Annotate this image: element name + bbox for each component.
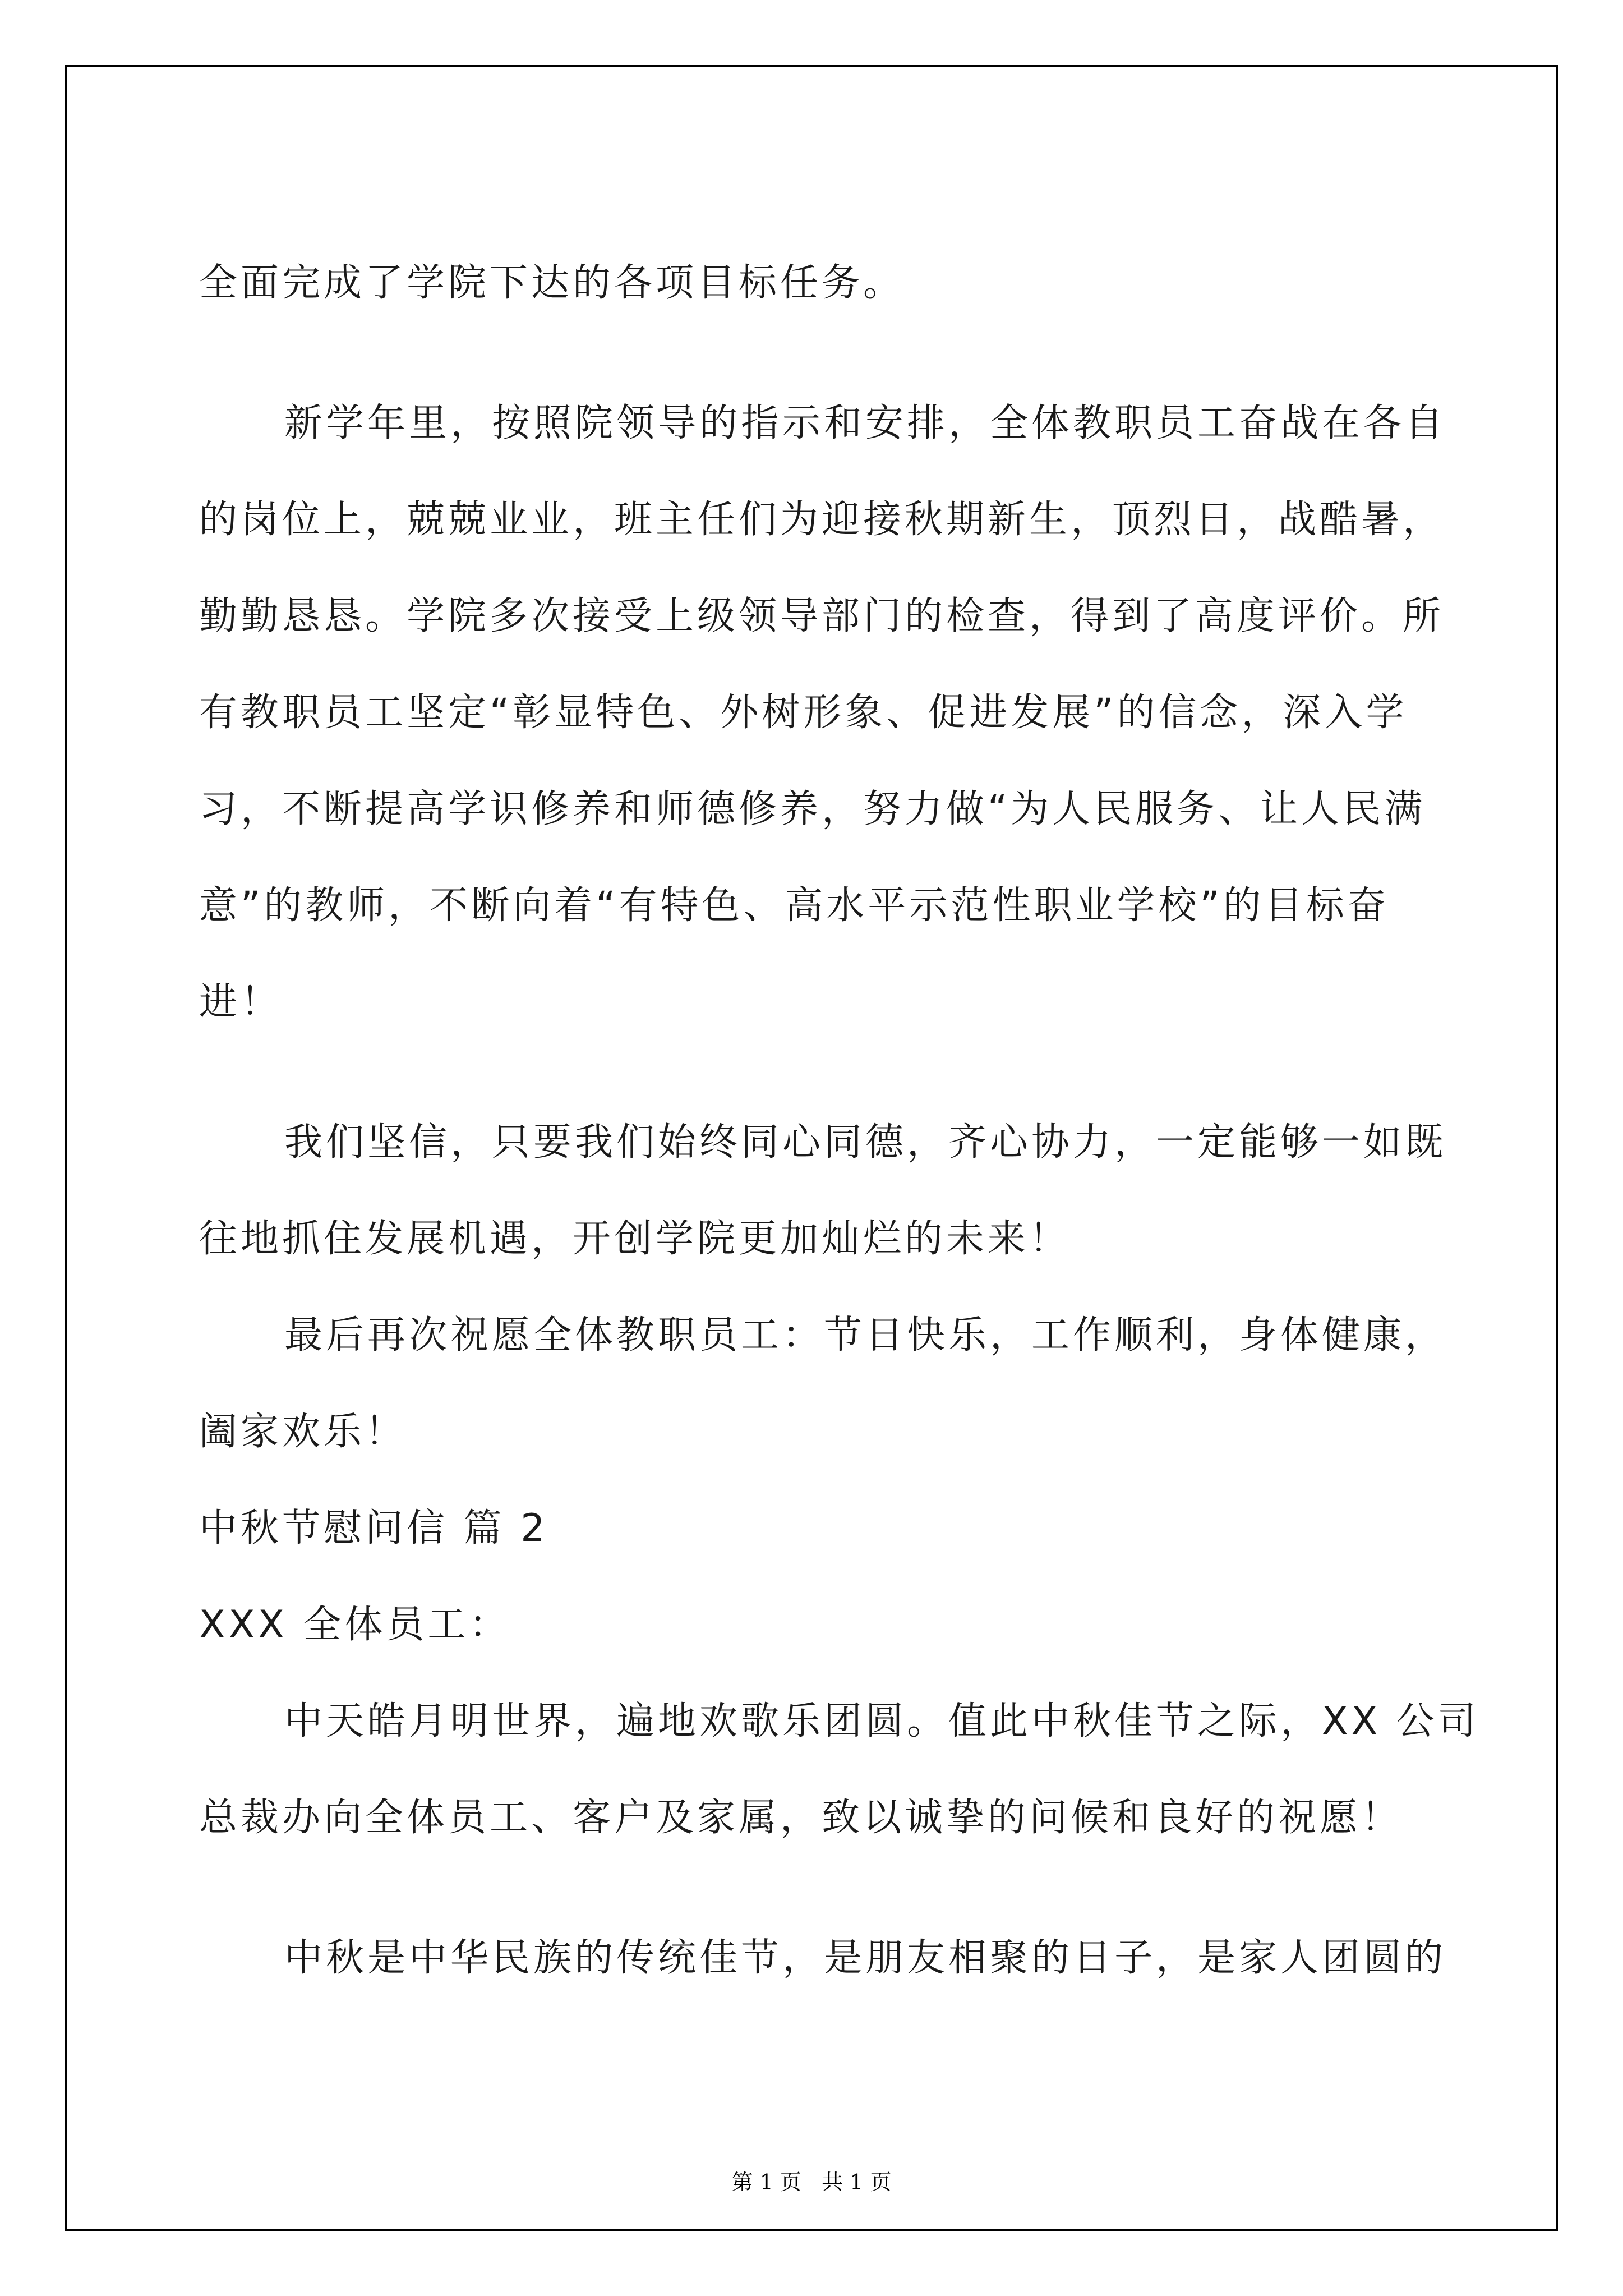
paragraph-start-line: 最后再次祝愿全体教职员工：节日快乐，工作顺利，身体健康，	[284, 1313, 1447, 1358]
paragraph-start-line: 我们坚信，只要我们始终同心同德，齐心协力，一定能够一如既	[284, 1120, 1447, 1165]
paragraph-start-line: 中天皓月明世界，遍地欢歌乐团圆。值此中秋佳节之际，XX 公司	[284, 1699, 1479, 1743]
section-heading: 中秋节慰问信 篇 2	[199, 1506, 548, 1550]
salutation-line: XXX 全体员工：	[199, 1603, 511, 1647]
text-line: 阖家欢乐！	[199, 1410, 407, 1454]
text-line: 有教职员工坚定“彰显特色、外树形象、促进发展”的信念，深入学	[199, 691, 1408, 735]
page-footer: 第 1 页 共 1 页	[731, 2170, 892, 2194]
text-line: 总裁办向全体员工、客户及家属，致以诚挚的问候和良好的祝愿！	[199, 1796, 1403, 1840]
text-line: 全面完成了学院下达的各项目标任务。	[199, 261, 905, 305]
document-page	[65, 65, 1558, 2231]
paragraph-start-line: 中秋是中华民族的传统佳节，是朋友相聚的日子，是家人团圆的	[284, 1936, 1447, 1980]
document-body	[67, 67, 1556, 2229]
text-line: 往地抓住发展机遇，开创学院更加灿烂的未来！	[199, 1217, 1071, 1261]
text-line: 进！	[199, 980, 283, 1024]
text-line: 习，不断提高学识修养和师德修养，努力做“为人民服务、让人民满	[199, 787, 1426, 831]
text-line: 的岗位上，兢兢业业，班主任们为迎接秋期新生，顶烈日，战酷暑，	[199, 498, 1445, 542]
text-line: 勤勤恳恳。学院多次接受上级领导部门的检查，得到了高度评价。所	[199, 594, 1445, 638]
paragraph-start-line: 新学年里，按照院领导的指示和安排，全体教职员工奋战在各自	[284, 401, 1447, 445]
text-line: 意”的教师，不断向着“有特色、高水平示范性职业学校”的目标奋	[199, 884, 1389, 928]
